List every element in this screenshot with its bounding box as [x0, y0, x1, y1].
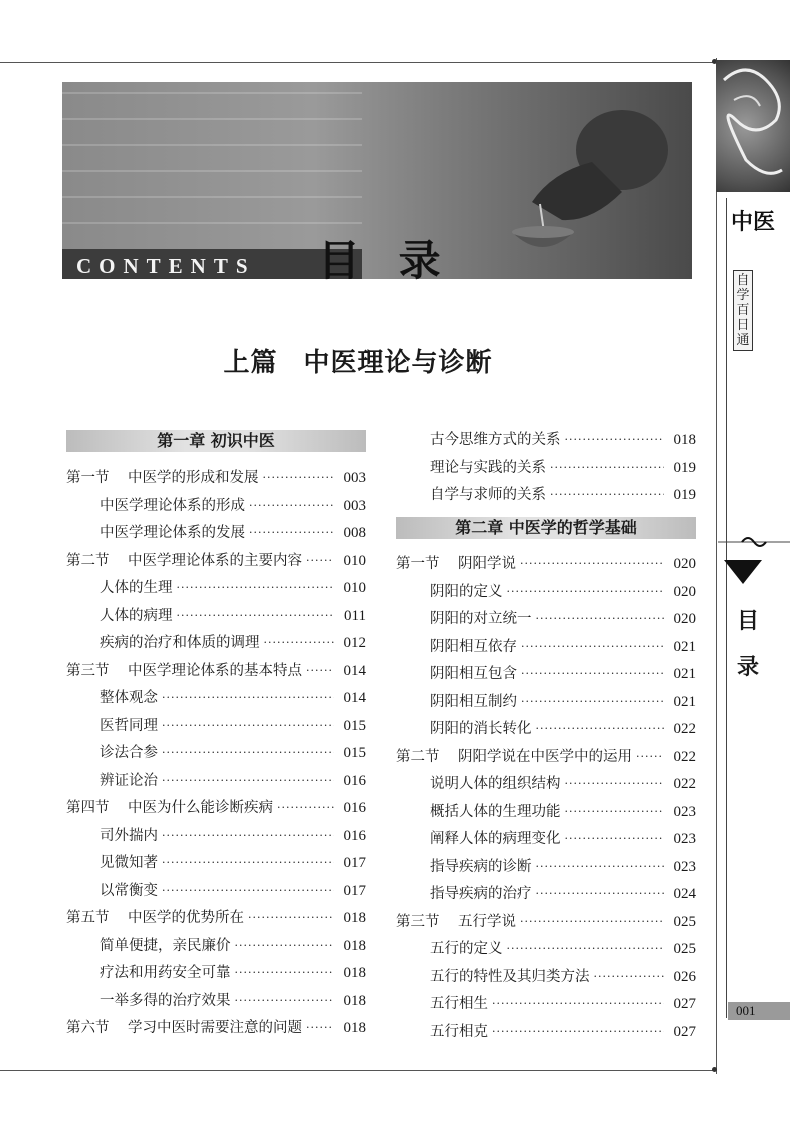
toc-entry[interactable] — [66, 796, 366, 820]
toc-page-number: 018 — [343, 1020, 366, 1036]
leader-dots — [162, 741, 334, 765]
toc-page-number: 015 — [343, 717, 366, 734]
toc-entry-title: 指导疾病的诊断 — [430, 858, 532, 875]
toc-entry[interactable] — [100, 851, 366, 875]
leader-dots — [565, 800, 665, 824]
toc-entry[interactable] — [430, 690, 696, 714]
toc-entry[interactable] — [100, 686, 366, 710]
toc-entry-title: 诊法合参 — [100, 745, 158, 761]
leader-dots — [520, 910, 664, 934]
toc-page-number: 023 — [673, 803, 696, 820]
corner-dot — [712, 1067, 717, 1072]
toc-entry-title: 古今思维方式的关系 — [430, 432, 561, 448]
toc-page-number: 019 — [673, 459, 696, 476]
toc-entry-title: 阴阳相互包含 — [430, 666, 517, 682]
toc-entry[interactable] — [100, 879, 366, 903]
leader-dots — [565, 827, 665, 851]
leader-dots — [306, 549, 334, 573]
leader-dots — [235, 961, 335, 985]
leader-dots — [550, 483, 664, 507]
toc-entry-title: 中医学理论体系的基本特点 — [128, 662, 302, 679]
toc-entry-title: 理论与实践的关系 — [430, 459, 546, 476]
toc-entry[interactable] — [430, 855, 696, 879]
leader-dots — [235, 934, 335, 958]
page-frame-right — [716, 58, 717, 1074]
toc-entry[interactable] — [430, 717, 696, 741]
leader-dots — [594, 965, 665, 989]
toc-page-number: 020 — [673, 556, 696, 572]
leader-dots — [249, 494, 334, 518]
leader-dots — [507, 580, 665, 604]
toc-page-number: 016 — [343, 827, 366, 844]
toc-entry-title: 中医学理论体系的形成 — [100, 497, 245, 514]
leader-dots — [248, 906, 334, 930]
chapter-heading: 第一章 初识中医 — [66, 430, 366, 452]
toc-page-number: 022 — [673, 776, 696, 792]
part-label: 上篇 — [223, 348, 278, 378]
toc-entry[interactable] — [100, 714, 366, 738]
cloud-ornament-icon — [716, 60, 790, 192]
toc-entry-title: 医哲同理 — [100, 717, 158, 734]
leader-dots — [565, 428, 665, 452]
toc-page-number: 018 — [673, 432, 696, 448]
toc-page-number: 017 — [343, 882, 366, 899]
toc-page-number: 022 — [673, 721, 696, 737]
toc-entry-title: 阴阳相互依存 — [430, 638, 517, 655]
toc-page-number: 023 — [673, 831, 696, 847]
toc-page-number: 010 — [343, 552, 366, 569]
toc-page-number: 003 — [343, 470, 366, 486]
toc-entry-title: 中医为什么能诊断疾病 — [128, 800, 273, 816]
toc-entry-title: 五行的特性及其归类方法 — [430, 968, 590, 985]
toc-entry-title: 辨证论治 — [100, 772, 158, 789]
toc-entry-title: 阴阳的定义 — [430, 583, 503, 600]
toc-page-number: 019 — [673, 487, 696, 503]
contents-word: CONTENTS — [76, 254, 256, 278]
toc-page-number: 017 — [343, 855, 366, 871]
toc-entry[interactable] — [396, 745, 696, 769]
leader-dots — [235, 989, 335, 1013]
toc-entry-title: 阴阳的对立统一 — [430, 611, 532, 627]
toc-section-number: 第一节 — [66, 470, 110, 486]
toc-entry[interactable] — [430, 827, 696, 851]
toc-entry[interactable] — [100, 576, 366, 600]
down-triangle-icon — [724, 560, 762, 584]
toc-page-number: 018 — [343, 992, 366, 1009]
toc-page-number: 025 — [673, 941, 696, 957]
toc-entry[interactable] — [66, 1016, 366, 1040]
page-title: 目 录 — [318, 236, 453, 285]
book-title: 中医 — [731, 209, 776, 235]
toc-section-number: 第三节 — [396, 913, 440, 930]
leader-dots — [521, 662, 664, 686]
toc-entry[interactable] — [430, 662, 696, 686]
side-rule — [726, 198, 727, 1018]
leader-dots — [536, 717, 665, 741]
toc-page-number: 018 — [343, 937, 366, 954]
toc-page-number: 027 — [673, 996, 696, 1012]
toc-entry[interactable] — [396, 910, 696, 934]
leader-dots — [536, 855, 665, 879]
leader-dots — [492, 992, 664, 1016]
toc-entry[interactable] — [100, 494, 366, 518]
toc-entry-title: 阴阳的消长转化 — [430, 721, 532, 737]
leader-dots — [177, 576, 335, 600]
toc-page-number: 008 — [343, 525, 366, 541]
toc-section-number: 第三节 — [66, 662, 110, 679]
toc-entry-title: 阐释人体的病理变化 — [430, 831, 561, 847]
toc-page-number: 015 — [343, 745, 366, 761]
toc-entry[interactable] — [430, 428, 696, 452]
toc-page-number: 014 — [343, 662, 366, 679]
chapter-heading: 第二章 中医学的哲学基础 — [396, 517, 696, 539]
toc-entry[interactable] — [430, 635, 696, 659]
toc-page-number: 003 — [343, 497, 366, 514]
toc-section-number: 第二节 — [66, 552, 110, 569]
toc-entry[interactable] — [66, 906, 366, 930]
leader-dots — [162, 851, 334, 875]
toc-entry-title: 说明人体的组织结构 — [430, 776, 561, 792]
toc-entry-title: 中医学的优势所在 — [128, 910, 244, 926]
toc-entry-title: 以常衡变 — [100, 882, 158, 899]
leader-dots — [263, 466, 335, 490]
toc-entry-title: 五行相克 — [430, 1023, 488, 1040]
leader-dots — [306, 659, 334, 683]
leader-dots — [162, 686, 334, 710]
toc-page-number: 021 — [673, 666, 696, 682]
toc-page-number: 027 — [673, 1023, 696, 1040]
toc-entry[interactable] — [430, 965, 696, 989]
toc-entry-title: 指导疾病的治疗 — [430, 886, 532, 902]
toc-entry[interactable] — [100, 741, 366, 765]
toc-entry-title: 学习中医时需要注意的问题 — [128, 1020, 302, 1036]
toc-entry[interactable] — [430, 800, 696, 824]
leader-dots — [536, 607, 665, 631]
toc-entry-title: 简单便捷，亲民廉价 — [100, 937, 231, 954]
part-name: 中医理论与诊断 — [303, 348, 493, 378]
page-number: 001 — [728, 1002, 790, 1020]
toc-entry[interactable] — [66, 549, 366, 573]
toc-entry[interactable] — [430, 992, 696, 1016]
leader-dots — [550, 456, 664, 480]
page-frame-top — [0, 62, 716, 63]
leader-dots — [264, 631, 335, 655]
leader-dots — [177, 604, 335, 628]
leader-dots — [521, 635, 664, 659]
toc-entry-title: 司外揣内 — [100, 827, 158, 844]
toc-entry[interactable] — [100, 989, 366, 1013]
leader-dots — [162, 769, 334, 793]
toc-section-number: 第二节 — [396, 748, 440, 765]
toc-entry-title: 中医学理论体系的发展 — [100, 525, 245, 541]
toc-section-number: 第四节 — [66, 800, 110, 816]
toc-section-number: 第五节 — [66, 910, 110, 926]
leader-dots — [507, 937, 665, 961]
toc-entry[interactable] — [100, 824, 366, 848]
toc-entry-title: 五行相生 — [430, 996, 488, 1012]
toc-page-number: 020 — [673, 611, 696, 627]
toc-entry-title: 阴阳学说 — [458, 556, 516, 572]
toc-entry-title: 自学与求师的关系 — [430, 487, 546, 503]
toc-section-number: 第一节 — [396, 556, 440, 572]
toc-page-number: 026 — [673, 968, 696, 985]
leader-dots — [636, 745, 664, 769]
book-subtitle: 自学百日通 — [733, 270, 753, 351]
toc-page-number: 025 — [673, 913, 696, 930]
toc-page-number: 021 — [673, 693, 696, 710]
toc-entry[interactable] — [100, 631, 366, 655]
toc-entry-title: 五行的定义 — [430, 941, 503, 957]
toc-section-number: 第六节 — [66, 1020, 110, 1036]
toc-entry[interactable] — [100, 961, 366, 985]
toc-page-number: 023 — [673, 858, 696, 875]
leader-dots — [520, 552, 664, 576]
toc-page-number: 018 — [343, 910, 366, 926]
toc-page-number: 016 — [343, 800, 366, 816]
swirl-divider-icon — [718, 534, 790, 550]
toc-entry-title: 阴阳学说在中医学中的运用 — [458, 748, 632, 765]
toc-entry-title: 疾病的治疗和体质的调理 — [100, 635, 260, 651]
toc-page-number: 022 — [673, 748, 696, 765]
toc-entry[interactable] — [100, 521, 366, 545]
toc-entry[interactable] — [430, 580, 696, 604]
toc-entry-title: 中医学的形成和发展 — [128, 470, 259, 486]
toc-page-number: 018 — [343, 965, 366, 981]
leader-dots — [521, 690, 664, 714]
toc-entry-title: 一举多得的治疗效果 — [100, 992, 231, 1009]
leader-dots — [249, 521, 334, 545]
toc-page-number: 016 — [343, 772, 366, 789]
toc-entry[interactable] — [396, 552, 696, 576]
toc-entry-title: 五行学说 — [458, 913, 516, 930]
toc-entry[interactable] — [66, 466, 366, 490]
leader-dots — [162, 714, 334, 738]
toc-page-number: 014 — [343, 690, 366, 706]
leader-dots — [565, 772, 665, 796]
toc-entry-title: 阴阳相互制约 — [430, 693, 517, 710]
toc-entry[interactable] — [430, 456, 696, 480]
toc-entry-title: 见微知著 — [100, 855, 158, 871]
toc-page-number: 010 — [343, 580, 366, 596]
toc-entry[interactable] — [430, 772, 696, 796]
leader-dots — [162, 824, 334, 848]
leader-dots — [306, 1016, 334, 1040]
leader-dots — [536, 882, 665, 906]
toc-page-number: 024 — [673, 886, 696, 902]
toc-entry-title: 疗法和用药安全可靠 — [100, 965, 231, 981]
page-frame-bottom — [0, 1070, 716, 1071]
toc-page-number: 020 — [673, 583, 696, 600]
toc-entry[interactable] — [430, 882, 696, 906]
toc-entry[interactable] — [430, 1020, 696, 1044]
toc-entry[interactable] — [100, 934, 366, 958]
toc-entry-title: 人体的病理 — [100, 607, 173, 624]
toc-entry[interactable] — [66, 659, 366, 683]
toc-page-number: 012 — [343, 635, 366, 651]
toc-entry-title: 概括人体的生理功能 — [430, 803, 561, 820]
toc-entry-title: 中医学理论体系的主要内容 — [128, 552, 302, 569]
toc-entry[interactable] — [100, 604, 366, 628]
side-section-label: 目 录 — [736, 608, 759, 680]
leader-dots — [277, 796, 334, 820]
toc-entry[interactable] — [430, 607, 696, 631]
toc-page-number: 021 — [673, 638, 696, 655]
toc-page-number: 011 — [344, 607, 366, 624]
toc-entry[interactable] — [430, 483, 696, 507]
toc-entry[interactable] — [430, 937, 696, 961]
toc-entry-title: 整体观念 — [100, 690, 158, 706]
leader-dots — [492, 1020, 664, 1044]
part-title — [0, 342, 716, 379]
toc-entry[interactable] — [100, 769, 366, 793]
toc-entry-title: 人体的生理 — [100, 580, 173, 596]
leader-dots — [162, 879, 334, 903]
